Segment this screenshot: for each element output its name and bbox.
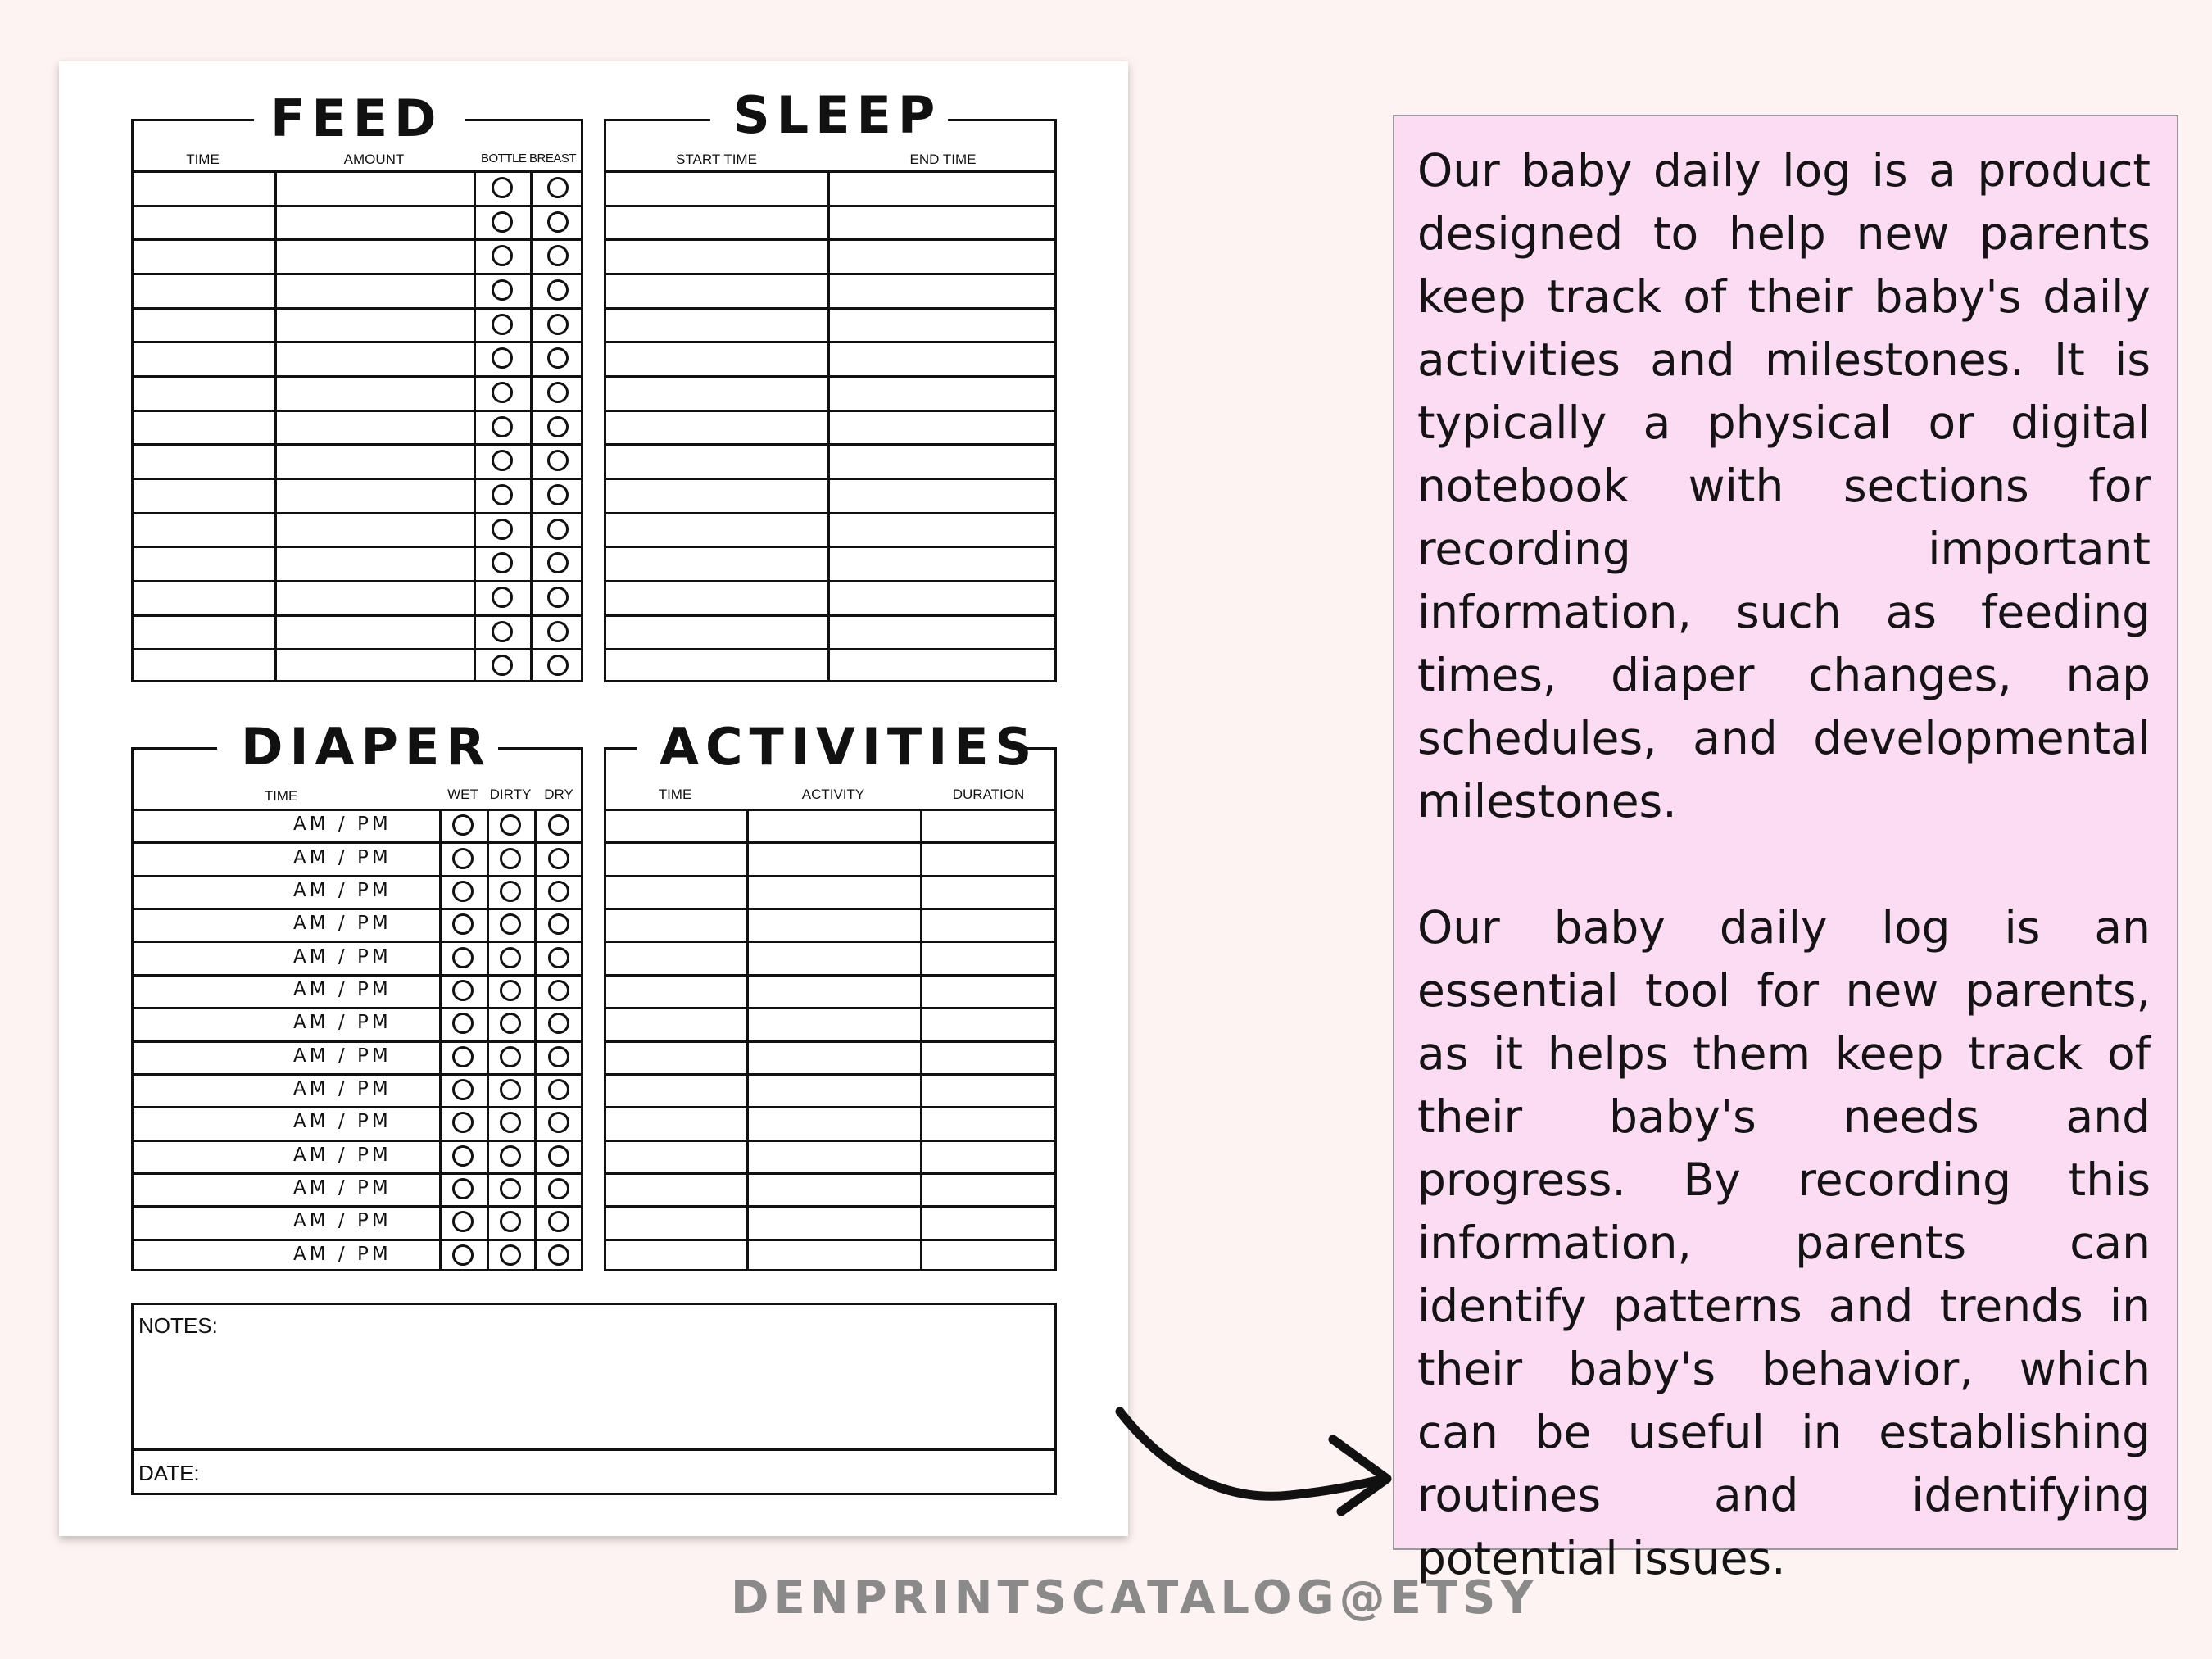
breast-checkbox[interactable] (547, 177, 569, 198)
table-row[interactable] (604, 908, 1057, 941)
table-row[interactable] (604, 478, 1057, 512)
date-divider (134, 1448, 1054, 1451)
wet-checkbox[interactable] (452, 1145, 474, 1167)
dirty-checkbox[interactable] (500, 1079, 521, 1100)
dirty-checkbox[interactable] (500, 1046, 521, 1067)
breast-checkbox[interactable] (547, 279, 569, 301)
wet-checkbox[interactable] (452, 814, 474, 836)
dry-checkbox[interactable] (548, 1079, 569, 1100)
table-row[interactable] (604, 307, 1057, 342)
table-row[interactable] (604, 410, 1057, 444)
feed-bottle-breast-header: BOTTLE BREAST (480, 152, 577, 165)
activities-rows (604, 747, 1057, 1271)
table-row[interactable] (131, 546, 583, 580)
am-pm-label: AM / PM (293, 1111, 392, 1133)
table-row[interactable] (131, 614, 583, 649)
bottle-checkbox[interactable] (492, 382, 513, 403)
daily-log-sheet (59, 61, 1128, 1536)
date-label: DATE: (138, 1461, 200, 1485)
dirty-checkbox[interactable] (500, 1244, 521, 1266)
am-pm-label: AM / PM (293, 1012, 392, 1034)
am-pm-label: AM / PM (293, 1243, 392, 1265)
table-row[interactable] (604, 443, 1057, 478)
am-pm-label: AM / PM (293, 945, 392, 968)
activities-time-header: TIME (658, 786, 692, 802)
bottle-checkbox[interactable] (492, 211, 513, 233)
column-divider (534, 809, 537, 1271)
breast-checkbox[interactable] (547, 587, 569, 608)
diaper-title: DIAPER (241, 717, 492, 777)
table-row[interactable] (604, 1106, 1057, 1139)
breast-checkbox[interactable] (547, 416, 569, 437)
table-row[interactable] (131, 478, 583, 512)
table-row[interactable] (604, 341, 1057, 375)
feed-amount-header: AMOUNT (343, 152, 405, 167)
diaper-dirty-header: DIRTY (489, 786, 532, 802)
feed-title: FEED (270, 88, 443, 148)
am-pm-label: AM / PM (293, 814, 392, 836)
dry-checkbox[interactable] (548, 1046, 569, 1067)
table-row[interactable] (604, 1073, 1057, 1106)
table-row[interactable] (131, 307, 583, 342)
breast-checkbox[interactable] (547, 655, 569, 676)
dirty-checkbox[interactable] (500, 1178, 521, 1199)
column-divider (474, 170, 476, 682)
bottle-checkbox[interactable] (492, 484, 513, 505)
diaper-time-header: TIME (264, 788, 298, 804)
table-row[interactable] (131, 375, 583, 410)
bottle-checkbox[interactable] (492, 552, 513, 573)
dry-checkbox[interactable] (548, 980, 569, 1001)
breast-checkbox[interactable] (547, 314, 569, 335)
breast-checkbox[interactable] (547, 519, 569, 540)
table-row[interactable] (604, 1205, 1057, 1238)
column-divider (920, 809, 922, 1271)
dry-checkbox[interactable] (548, 1178, 569, 1199)
breast-checkbox[interactable] (547, 245, 569, 266)
table-row[interactable] (604, 1040, 1057, 1073)
table-row[interactable] (131, 170, 583, 205)
dirty-checkbox[interactable] (500, 848, 521, 869)
breast-checkbox[interactable] (547, 552, 569, 573)
table-row[interactable] (131, 648, 583, 682)
breast-checkbox[interactable] (547, 382, 569, 403)
curved-arrow-icon (1110, 1397, 1405, 1520)
table-row[interactable] (131, 410, 583, 444)
wet-checkbox[interactable] (452, 1244, 474, 1266)
wet-checkbox[interactable] (452, 1178, 474, 1199)
table-row[interactable] (604, 614, 1057, 649)
breast-checkbox[interactable] (547, 211, 569, 233)
table-row[interactable] (604, 512, 1057, 546)
feed-section (131, 88, 583, 682)
activities-activity-header: ACTIVITY (801, 786, 865, 802)
bottle-checkbox[interactable] (492, 279, 513, 301)
am-pm-label: AM / PM (293, 913, 392, 935)
table-row[interactable] (131, 238, 583, 273)
table-row[interactable] (131, 512, 583, 546)
table-row[interactable] (604, 974, 1057, 1007)
notes-area[interactable] (131, 1303, 1057, 1495)
dirty-checkbox[interactable] (500, 947, 521, 968)
wet-checkbox[interactable] (452, 980, 474, 1001)
table-row[interactable] (604, 546, 1057, 580)
table-row[interactable] (131, 273, 583, 307)
table-row[interactable] (604, 238, 1057, 273)
table-row[interactable] (604, 273, 1057, 307)
table-row[interactable] (604, 205, 1057, 239)
wet-checkbox[interactable] (452, 848, 474, 869)
table-row[interactable] (604, 941, 1057, 973)
bottle-checkbox[interactable] (492, 587, 513, 608)
sleep-section (604, 85, 1057, 682)
am-pm-label: AM / PM (293, 1210, 392, 1232)
description-panel (1393, 115, 2178, 1584)
description-paragraph-1: Our baby daily log is a product designed to help new parents keep track of their baby's daily activities and milestones. It is typically a physical or digital notebook with sections for recording important information, such as feeding times, diaper changes, nap schedules, and developmental milestones. (1417, 144, 2151, 827)
table-row[interactable] (604, 1172, 1057, 1205)
table-row[interactable] (131, 443, 583, 478)
bottle-checkbox[interactable] (492, 655, 513, 676)
table-row[interactable] (131, 341, 583, 375)
dirty-checkbox[interactable] (500, 814, 521, 836)
column-divider (827, 170, 830, 682)
table-row[interactable] (604, 841, 1057, 874)
bottle-checkbox[interactable] (492, 519, 513, 540)
sleep-end-header: END TIME (909, 152, 977, 167)
table-row[interactable] (604, 580, 1057, 614)
bottle-checkbox[interactable] (492, 314, 513, 335)
activities-title: ACTIVITIES (660, 717, 1039, 777)
breast-checkbox[interactable] (547, 621, 569, 642)
sleep-rows (604, 119, 1057, 682)
table-row[interactable] (604, 1239, 1057, 1271)
sleep-title: SLEEP (733, 85, 942, 145)
dry-checkbox[interactable] (548, 848, 569, 869)
bottle-checkbox[interactable] (492, 347, 513, 369)
table-row[interactable] (604, 1007, 1057, 1040)
breast-checkbox[interactable] (547, 484, 569, 505)
table-row[interactable] (604, 648, 1057, 682)
dry-checkbox[interactable] (548, 814, 569, 836)
table-row[interactable] (604, 875, 1057, 908)
am-pm-label: AM / PM (293, 1144, 392, 1166)
table-row[interactable] (604, 809, 1057, 841)
wet-checkbox[interactable] (452, 881, 474, 902)
table-row[interactable] (604, 1140, 1057, 1172)
table-row[interactable] (604, 375, 1057, 410)
breast-checkbox[interactable] (547, 450, 569, 471)
sleep-start-header: START TIME (676, 152, 757, 167)
bottle-checkbox[interactable] (492, 245, 513, 266)
dry-checkbox[interactable] (548, 947, 569, 968)
diaper-section (131, 717, 583, 1271)
dirty-checkbox[interactable] (500, 1145, 521, 1167)
bottle-checkbox[interactable] (492, 450, 513, 471)
diaper-rows (131, 747, 583, 1271)
am-pm-label: AM / PM (293, 846, 392, 868)
table-row[interactable] (131, 205, 583, 239)
wet-checkbox[interactable] (452, 947, 474, 968)
feed-rows (131, 119, 583, 682)
wet-checkbox[interactable] (452, 1079, 474, 1100)
dry-checkbox[interactable] (548, 881, 569, 902)
activities-section (604, 717, 1057, 1271)
notes-label: NOTES: (138, 1313, 218, 1338)
dry-checkbox[interactable] (548, 1244, 569, 1266)
table-row[interactable] (131, 580, 583, 614)
am-pm-label: AM / PM (293, 1078, 392, 1100)
column-divider (530, 170, 533, 682)
column-divider (487, 809, 489, 1271)
am-pm-label: AM / PM (293, 1177, 392, 1199)
dirty-checkbox[interactable] (500, 881, 521, 902)
am-pm-label: AM / PM (293, 978, 392, 1000)
diaper-wet-header: WET (447, 786, 478, 802)
table-row[interactable] (604, 170, 1057, 205)
bottle-checkbox[interactable] (492, 621, 513, 642)
shop-watermark: DENPRINTSCATALOG@ETSY (731, 1571, 1539, 1625)
column-divider (746, 809, 749, 1271)
bottle-checkbox[interactable] (492, 416, 513, 437)
activities-duration-header: DURATION (952, 786, 1025, 802)
description-paragraph-2: Our baby daily log is an essential tool for new parents, as it helps them keep track of their baby's needs and progress. By recording this information, parents can identify patterns and trends in their baby's behavior, which can be useful in establishing routines and identifying potential issues. (1417, 901, 2151, 1584)
feed-time-header: TIME (186, 152, 220, 167)
wet-checkbox[interactable] (452, 1046, 474, 1067)
am-pm-label: AM / PM (293, 1045, 392, 1067)
dry-checkbox[interactable] (548, 1145, 569, 1167)
bottle-checkbox[interactable] (492, 177, 513, 198)
breast-checkbox[interactable] (547, 347, 569, 369)
diaper-dry-header: DRY (544, 786, 573, 802)
am-pm-label: AM / PM (293, 879, 392, 901)
dirty-checkbox[interactable] (500, 980, 521, 1001)
column-divider (274, 170, 277, 682)
column-divider (439, 809, 442, 1271)
